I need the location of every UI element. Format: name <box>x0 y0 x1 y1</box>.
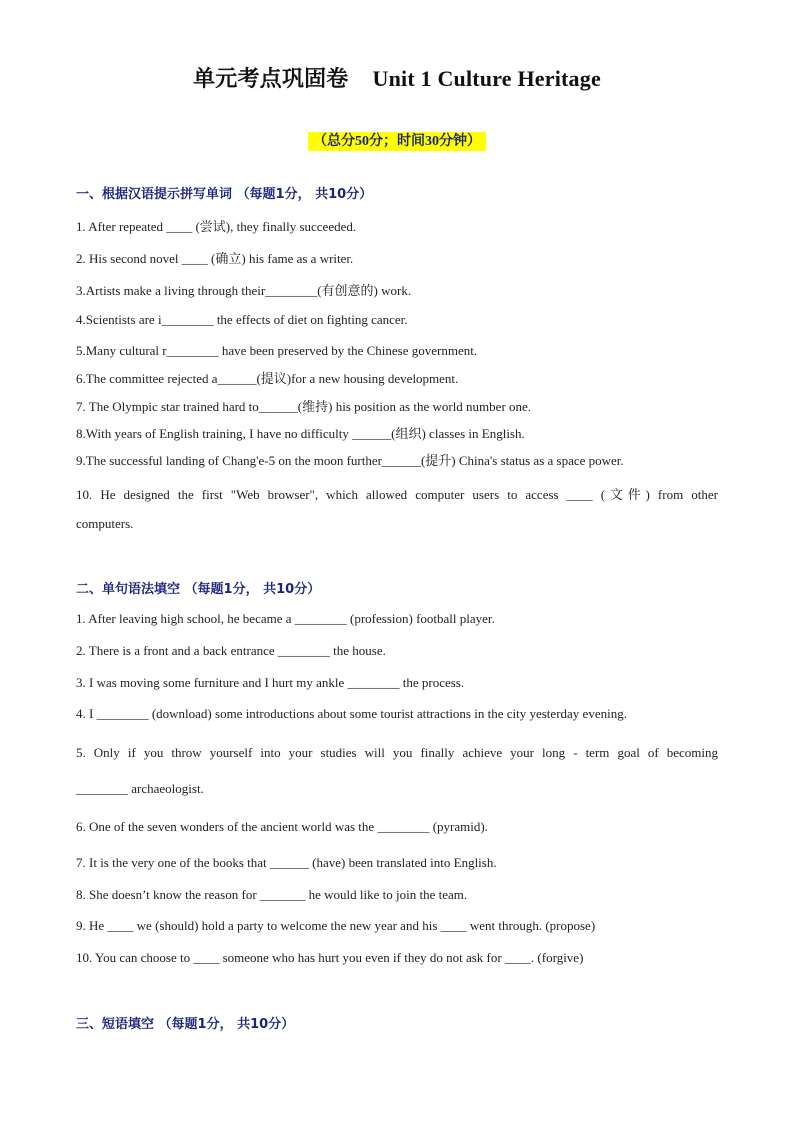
question-1-9: 9.The successful landing of Chang'e-5 on the moon further______(提升) China's status as a space power. <box>76 453 624 468</box>
question-1-1: 1. After repeated ____ (尝试), they finally succeeded. <box>76 219 357 234</box>
question-1-3: 3.Artists make a living through their________(有创意的) work. <box>76 283 412 298</box>
question-2-9: 9. He ____ we (should) hold a party to welcome the new year and his ____ went through. (propose) <box>76 918 596 933</box>
title-chinese: 单元考点巩固卷 <box>193 66 349 91</box>
question-1-10-continued: computers. <box>76 516 134 531</box>
page-title <box>0 62 794 93</box>
score-note-text: （总分50分；时间30分钟） <box>308 132 486 151</box>
question-1-2: 2. His second novel ____ (确立) his fame as a writer. <box>76 251 354 266</box>
score-note <box>0 130 794 150</box>
question-1-10: 10. He designed the first "Web browser", which allowed computer users to access ____ (文件) from other <box>76 487 718 502</box>
question-2-7: 7. It is the very one of the books that ______ (have) been translated into English. <box>76 855 497 870</box>
question-1-4: 4.Scientists are i________ the effects of diet on fighting cancer. <box>76 312 408 327</box>
question-2-6: 6. One of the seven wonders of the ancient world was the ________ (pyramid). <box>76 819 488 834</box>
question-1-5: 5.Many cultural r________ have been preserved by the Chinese government. <box>76 343 478 358</box>
section-2-heading: 二、单句语法填空 （每题1分， 共10分） <box>76 582 321 597</box>
question-2-5: 5. Only if you throw yourself into your studies will you finally achieve your long - term goal of becoming <box>76 745 718 760</box>
question-1-6: 6.The committee rejected a______(提议)for a new housing development. <box>76 371 459 386</box>
question-2-10: 10. You can choose to ____ someone who has hurt you even if they do not ask for ____. (forgive) <box>76 950 584 965</box>
question-2-1: 1. After leaving high school, he became a ________ (profession) football player. <box>76 611 495 626</box>
question-2-3: 3. I was moving some furniture and I hurt my ankle ________ the process. <box>76 675 465 690</box>
section-1-heading: 一、根据汉语提示拼写单词 （每题1分， 共10分） <box>76 187 373 202</box>
question-2-8: 8. She doesn’t know the reason for _______ he would like to join the team. <box>76 887 468 902</box>
question-1-8: 8.With years of English training, I have no difficulty ______(组织) classes in English. <box>76 426 525 441</box>
title-english: Unit 1 Culture Heritage <box>372 66 601 91</box>
question-1-7: 7. The Olympic star trained hard to______(维持) his position as the world number one. <box>76 399 532 414</box>
question-2-4: 4. I ________ (download) some introductions about some tourist attractions in the city yesterday evening. <box>76 706 627 721</box>
section-3-heading: 三、短语填空 （每题1分， 共10分） <box>76 1017 295 1032</box>
question-2-5-continued: ________ archaeologist. <box>76 781 204 796</box>
question-2-2: 2. There is a front and a back entrance ________ the house. <box>76 643 386 658</box>
